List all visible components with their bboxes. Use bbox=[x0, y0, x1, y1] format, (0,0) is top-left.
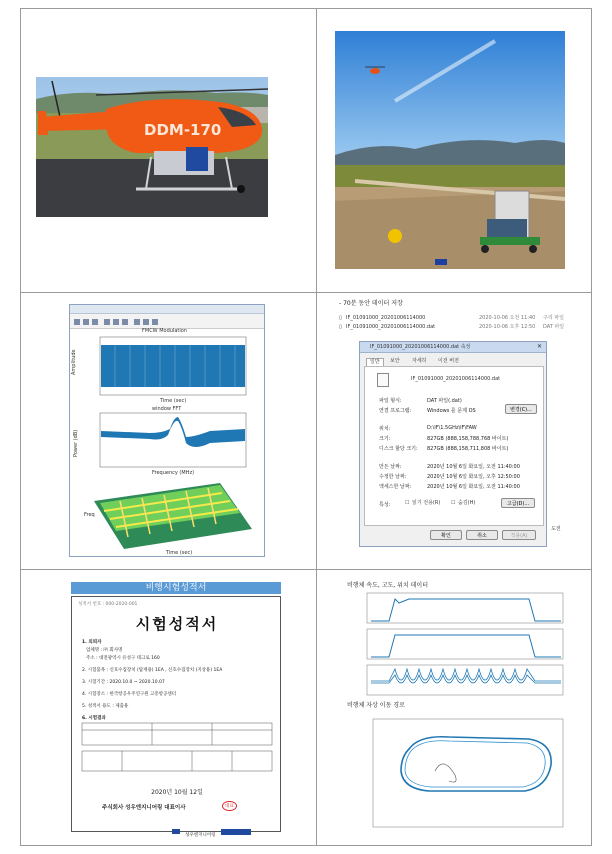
file-name: IF_01091000_20201006114000.dat bbox=[346, 324, 436, 330]
file-icon bbox=[377, 373, 389, 387]
certificate-title: 시험성적서 bbox=[135, 615, 219, 633]
prop-label: 수정한 날짜: bbox=[379, 474, 407, 480]
prop-label: 파일 형식: bbox=[379, 398, 402, 404]
window-titlebar bbox=[70, 305, 264, 314]
ok-button[interactable]: 확인 bbox=[430, 530, 462, 540]
section-line: 2. 시험품목 : 신호수집장치 (탑재용) 1EA , 신호수집장치 (지상용) 1EA bbox=[82, 668, 223, 673]
dialog-title: IF_01091000_20201006114000.dat 속성 bbox=[370, 344, 471, 350]
properties-dialog bbox=[359, 341, 547, 547]
section-line: 4. 시험장소 : 한국항공우주연구원 고흥항공센터 bbox=[82, 692, 177, 697]
section-line: 6. 시험결과 bbox=[82, 716, 106, 721]
prop-label: 디스크 할당 크기: bbox=[379, 446, 418, 452]
cancel-button[interactable]: 취소 bbox=[466, 530, 498, 540]
file-name: IF_01091000_20201006114000 bbox=[346, 315, 426, 321]
flight-data-title: 비행체 속도, 고도, 위치 데이터 bbox=[347, 582, 428, 589]
file-row[interactable] bbox=[339, 323, 579, 332]
readonly-checkbox[interactable]: ☐ bbox=[405, 500, 410, 506]
file-row[interactable] bbox=[339, 314, 579, 323]
prop-value: 2020년 10월 6일 화요일, 오전 11:40:00 bbox=[427, 484, 520, 490]
properties-filename: IF_01091000_20201006114000.dat bbox=[411, 376, 501, 382]
apply-button[interactable]: 적용(A) bbox=[502, 530, 536, 540]
issuer-name: 주식회사 성우엔지니어링 대표이사 bbox=[102, 805, 186, 811]
prop-value: 2020년 10월 6일 화요일, 오후 12:50:00 bbox=[427, 474, 520, 480]
prop-value: Windows 를 문제 OS bbox=[427, 408, 476, 414]
section-line: 1. 의뢰자 bbox=[82, 640, 102, 645]
flight-path-title: 비행체 자상 이동 경로 bbox=[347, 702, 405, 709]
dialog-titlebar bbox=[360, 342, 546, 353]
advanced-button[interactable]: 고급(D)... bbox=[501, 498, 535, 508]
prop-label: 연결 프로그램: bbox=[379, 408, 412, 414]
file-properties-panel bbox=[321, 299, 589, 563]
prop-value: 827GB (888,158,711,808 바이트) bbox=[427, 446, 509, 452]
prop-label: 크기: bbox=[379, 436, 391, 442]
analysis-software-window bbox=[69, 304, 265, 557]
helicopter-photo bbox=[36, 77, 268, 217]
prop-value: 2020년 10월 6일 화요일, 오전 11:40:00 bbox=[427, 464, 520, 470]
image-grid bbox=[20, 8, 592, 846]
data-storage-heading: - 70분 동안 데이터 저장 bbox=[339, 300, 403, 307]
company-logo bbox=[172, 821, 251, 840]
helicopter-livery-text: DDM-170 bbox=[144, 121, 222, 139]
dialog-body bbox=[364, 366, 544, 526]
section-line: 3. 시험기간 : 2020.10.0 ~ 2020.10.07 bbox=[82, 680, 165, 685]
tab-general[interactable]: 일반 bbox=[366, 358, 384, 366]
plot3-xlabel: Time (sec) bbox=[166, 550, 193, 556]
plot1-xlabel: Time (sec) bbox=[160, 398, 187, 404]
prop-label: 만든 날짜: bbox=[379, 464, 402, 470]
flight-path-plot bbox=[339, 715, 571, 835]
prop-value: DAT 파일(.dat) bbox=[427, 398, 462, 404]
file-icon: ▯ bbox=[339, 315, 342, 321]
change-button[interactable]: 변경(C)... bbox=[505, 404, 537, 414]
doc-number: 성적서 번호 : 000-2020-001 bbox=[78, 602, 138, 607]
file-date: 2020-10-06 오후 12:50 bbox=[479, 324, 536, 330]
test-certificate bbox=[71, 582, 281, 838]
results-table bbox=[82, 723, 272, 773]
prop-label: 위치: bbox=[379, 426, 391, 432]
plot2-title: window FFT bbox=[152, 406, 182, 412]
hidden-checkbox[interactable]: ☐ bbox=[451, 500, 456, 506]
section-line: 업체명 : ㈜ 회사명 bbox=[86, 648, 123, 653]
grid-divider-row-2 bbox=[21, 569, 591, 570]
grid-divider-vertical bbox=[316, 9, 317, 845]
certificate-banner: 비행시험성적서 bbox=[71, 582, 281, 594]
plot1-ylabel: Amplitude bbox=[71, 349, 77, 375]
window-toolbar bbox=[70, 314, 264, 329]
flight-telemetry-plots bbox=[339, 591, 571, 697]
certificate-date: 2020년 10월 12일 bbox=[151, 789, 203, 796]
company-stamp: 대표 bbox=[222, 801, 237, 811]
logo-text: 성우엔지니어링 bbox=[185, 833, 216, 838]
certificate-page bbox=[71, 596, 281, 838]
tab-security[interactable]: 보안 bbox=[390, 358, 400, 364]
file-icon: ▯ bbox=[339, 324, 342, 330]
readonly-label: 읽기 전용(R) bbox=[412, 500, 441, 506]
flight-data-panel bbox=[339, 581, 571, 839]
plot1-title: FMCW Modulation bbox=[142, 328, 187, 334]
file-list bbox=[339, 313, 579, 333]
field-test-photo bbox=[335, 31, 565, 269]
prop-value: D:\IF\1.5GHz\IF\FAW bbox=[427, 425, 477, 431]
plot2-xlabel: Frequency (MHz) bbox=[152, 470, 195, 476]
file-date: 2020-10-06 오전 11:40 bbox=[479, 315, 536, 321]
tab-details[interactable]: 자세히 bbox=[412, 358, 427, 364]
plot3-ylabel: Freq bbox=[84, 512, 95, 518]
prop-label: 액세스한 날짜: bbox=[379, 484, 412, 490]
analysis-plots bbox=[70, 333, 266, 558]
hidden-label: 숨김(H) bbox=[458, 500, 476, 506]
grid-divider-row-1 bbox=[21, 292, 591, 293]
prop-value: 827GB (888,158,788,768 바이트) bbox=[427, 436, 509, 442]
close-icon[interactable]: ✕ bbox=[536, 343, 542, 350]
tab-previous-versions[interactable]: 이전 버전 bbox=[438, 358, 459, 364]
file-type: DAT 파일 bbox=[543, 324, 565, 330]
file-type: 구리 파일 bbox=[543, 315, 564, 321]
side-note: 도전 bbox=[551, 526, 561, 532]
section-line: 주소 : 대전광역시 유성구 테크로 160 bbox=[86, 656, 160, 661]
attributes-label: 특성: bbox=[379, 502, 391, 508]
section-line: 5. 성적서 용도 : 제출용 bbox=[82, 704, 129, 709]
plot2-ylabel: Power (dB) bbox=[73, 429, 79, 457]
